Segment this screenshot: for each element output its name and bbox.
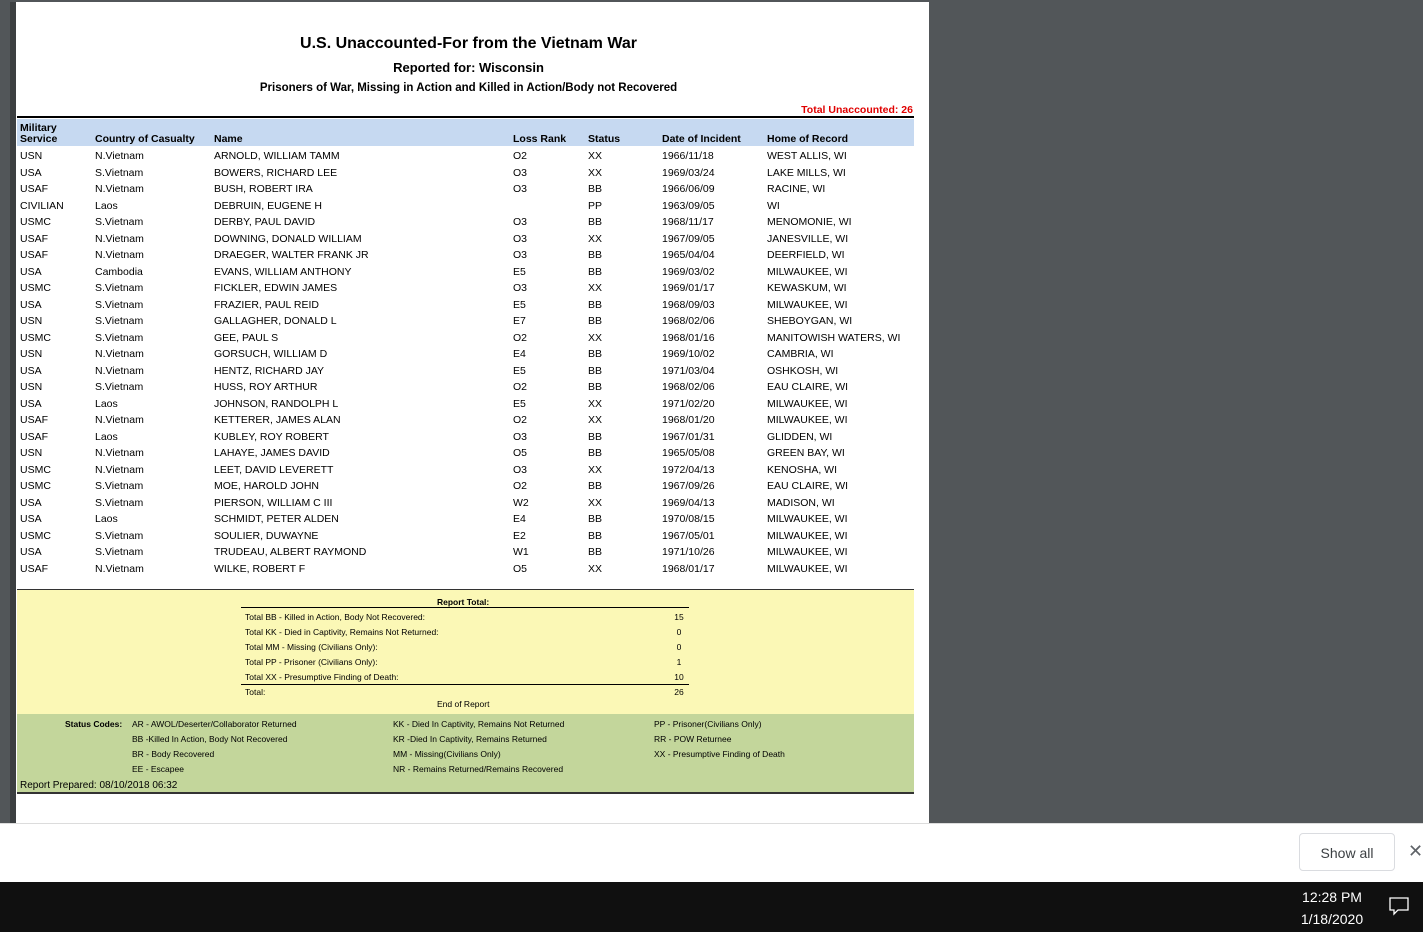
table-row <box>17 445 914 462</box>
table-cell: DEBRUIN, EUGENE H <box>214 199 322 212</box>
table-cell: USMC <box>20 331 51 344</box>
table-row <box>17 247 914 264</box>
table-cell: BB <box>588 364 603 377</box>
summary-label: Total BB - Killed in Action, Body Not Recovered: <box>245 612 426 622</box>
table-cell: USN <box>20 150 43 162</box>
summary-rule-bottom <box>241 684 689 685</box>
table-cell: MILWAUKEE, WI <box>767 529 848 542</box>
table-cell: USMC <box>20 216 51 228</box>
table-cell: O5 <box>513 562 528 575</box>
col-country: Country of Casualty <box>95 133 195 145</box>
table-cell: 1963/09/05 <box>662 199 715 212</box>
table-cell: BB <box>588 315 603 327</box>
table-cell: MILWAUKEE, WI <box>767 265 848 278</box>
table-cell: USA <box>20 265 42 278</box>
table-cell: KEWASKUM, WI <box>767 282 847 294</box>
table-cell: N.Vietnam <box>95 447 144 459</box>
table-cell: SCHMIDT, PETER ALDEN <box>214 513 339 525</box>
summary-label: Total MM - Missing (Civilians Only): <box>245 642 378 652</box>
table-cell: Cambodia <box>95 265 143 278</box>
summary-label: Total XX - Presumptive Finding of Death: <box>245 672 399 682</box>
status-codes-label: Status Codes: <box>65 719 123 729</box>
table-row <box>17 396 914 413</box>
summary-value: 0 <box>676 642 682 652</box>
table-cell: O3 <box>513 166 528 179</box>
table-cell: MILWAUKEE, WI <box>767 562 848 575</box>
table-cell: 1968/01/16 <box>662 331 715 344</box>
table-cell: USN <box>20 315 43 327</box>
table-cell: MILWAUKEE, WI <box>767 546 848 558</box>
table-cell: GEE, PAUL S <box>214 331 279 344</box>
table-cell: CIVILIAN <box>20 199 64 212</box>
table-cell: S.Vietnam <box>95 315 144 327</box>
table-cell: LAHAYE, JAMES DAVID <box>214 447 330 459</box>
table-row <box>17 214 914 231</box>
table-cell: MANITOWISH WATERS, WI <box>767 331 901 344</box>
table-body <box>17 148 914 577</box>
table-cell: E2 <box>513 529 526 542</box>
table-cell: S.Vietnam <box>95 480 144 492</box>
summary-row <box>241 612 689 627</box>
table-cell: KETTERER, JAMES ALAN <box>214 414 341 426</box>
table-cell: USMC <box>20 282 51 294</box>
table-cell: 1965/05/08 <box>662 447 715 459</box>
table-cell: 1971/02/20 <box>662 397 715 410</box>
table-cell: O3 <box>513 183 528 195</box>
table-cell: DOWNING, DONALD WILLIAM <box>214 232 362 245</box>
table-cell: N.Vietnam <box>95 463 144 476</box>
table-cell: E5 <box>513 397 526 410</box>
table-cell: XX <box>588 166 603 179</box>
table-cell: O3 <box>513 282 528 294</box>
table-cell: 1967/09/26 <box>662 480 715 492</box>
table-cell: RACINE, WI <box>767 183 826 195</box>
table-row <box>17 429 914 446</box>
table-cell: S.Vietnam <box>95 282 144 294</box>
clock-date: 1/18/2020 <box>1300 911 1364 927</box>
table-cell: S.Vietnam <box>95 546 144 558</box>
code-xx: XX - Presumptive Finding of Death <box>654 749 785 759</box>
table-cell: BB <box>588 216 603 228</box>
table-cell: JANESVILLE, WI <box>767 232 849 245</box>
table-cell: HUSS, ROY ARTHUR <box>214 381 318 393</box>
table-cell: JOHNSON, RANDOLPH L <box>214 397 339 410</box>
table-cell: DEERFIELD, WI <box>767 249 845 261</box>
table-cell: MILWAUKEE, WI <box>767 414 848 426</box>
table-cell: BB <box>588 430 603 443</box>
table-cell: BB <box>588 265 603 278</box>
table-cell: BB <box>588 183 603 195</box>
table-cell: BB <box>588 298 603 311</box>
code-pp: PP - Prisoner(Civilians Only) <box>654 719 762 729</box>
table-cell: S.Vietnam <box>95 166 144 179</box>
table-cell: USN <box>20 381 43 393</box>
table-cell: BB <box>588 348 603 360</box>
table-cell: N.Vietnam <box>95 249 144 261</box>
summary-row <box>241 657 689 672</box>
table-cell: LEET, DAVID LEVERETT <box>214 463 334 476</box>
col-military-service: Military Service <box>20 122 58 145</box>
clock-time: 12:28 PM <box>1302 889 1362 905</box>
taskbar-clock[interactable] <box>1290 886 1374 930</box>
table-cell: S.Vietnam <box>95 381 144 393</box>
table-cell: XX <box>588 397 603 410</box>
table-cell: BOWERS, RICHARD LEE <box>214 166 338 179</box>
table-cell: USA <box>20 166 42 179</box>
table-cell: USA <box>20 513 42 525</box>
summary-value: 15 <box>674 612 684 622</box>
table-cell: 1972/04/13 <box>662 463 715 476</box>
table-cell: XX <box>588 463 603 476</box>
table-cell: 1971/10/26 <box>662 546 715 558</box>
table-cell: S.Vietnam <box>95 331 144 344</box>
table-cell: BB <box>588 529 603 542</box>
table-cell: MOE, HAROLD JOHN <box>214 480 320 492</box>
table-cell: BB <box>588 513 603 525</box>
table-row <box>17 181 914 198</box>
table-cell: XX <box>588 282 603 294</box>
table-cell: 1971/03/04 <box>662 364 715 377</box>
table-cell: USN <box>20 348 43 360</box>
table-cell: 1968/11/17 <box>662 216 714 228</box>
table-cell: BB <box>588 480 603 492</box>
summary-label: Total KK - Died in Captivity, Remains Not Returned: <box>245 627 439 637</box>
table-cell: USAF <box>20 232 49 245</box>
table-cell: N.Vietnam <box>95 348 144 360</box>
table-cell: USA <box>20 298 42 311</box>
table-cell: 1965/04/04 <box>662 249 715 261</box>
table-cell: N.Vietnam <box>95 183 144 195</box>
table-cell: O2 <box>513 331 528 344</box>
table-cell: E4 <box>513 348 526 360</box>
end-of-report: End of Report <box>437 699 490 709</box>
table-cell: USAF <box>20 562 49 575</box>
table-cell: Laos <box>95 397 118 410</box>
table-cell: Laos <box>95 199 118 212</box>
table-cell: 1969/10/02 <box>662 348 715 360</box>
table-cell: 1968/09/03 <box>662 298 715 311</box>
table-cell: BB <box>588 381 603 393</box>
table-cell: KUBLEY, ROY ROBERT <box>214 430 329 443</box>
table-cell: 1968/01/17 <box>662 562 715 575</box>
table-cell: DRAEGER, WALTER FRANK JR <box>214 249 369 261</box>
table-row <box>17 297 914 314</box>
table-cell: XX <box>588 232 603 245</box>
code-bb: BB -Killed In Action, Body Not Recovered <box>132 734 288 744</box>
table-cell: MILWAUKEE, WI <box>767 513 848 525</box>
col-date: Date of Incident <box>662 133 741 145</box>
code-ee: EE - Escapee <box>132 764 184 774</box>
table-cell: MILWAUKEE, WI <box>767 298 848 311</box>
table-cell: 1969/01/17 <box>662 282 715 294</box>
table-cell: O3 <box>513 249 528 261</box>
table-cell: TRUDEAU, ALBERT RAYMOND <box>214 546 367 558</box>
table-cell: LAKE MILLS, WI <box>767 166 846 179</box>
table-cell: XX <box>588 150 603 162</box>
table-cell: MADISON, WI <box>767 496 835 509</box>
table-cell: HENTZ, RICHARD JAY <box>214 364 325 377</box>
total-unaccounted: Total Unaccounted: 26 <box>801 104 913 116</box>
table-cell: BB <box>588 546 603 558</box>
report-page <box>10 2 929 823</box>
table-cell: O2 <box>513 480 528 492</box>
taskbar <box>0 882 1423 932</box>
table-cell: XX <box>588 331 603 344</box>
table-row <box>17 363 914 380</box>
table-row <box>17 495 914 512</box>
table-row <box>17 379 914 396</box>
summary-value: 0 <box>676 627 682 637</box>
table-cell: FICKLER, EDWIN JAMES <box>214 282 338 294</box>
summary-value: 10 <box>674 672 684 682</box>
table-cell: USA <box>20 546 42 558</box>
table-cell: S.Vietnam <box>95 496 144 509</box>
table-row <box>17 561 914 578</box>
code-rr: RR - POW Returnee <box>654 734 732 744</box>
table-cell: USAF <box>20 414 49 426</box>
table-cell: CAMBRIA, WI <box>767 348 834 360</box>
code-kr: KR -Died In Captivity, Remains Returned <box>393 734 547 744</box>
table-cell: O2 <box>513 150 528 162</box>
report-summary <box>17 589 914 715</box>
table-cell: O5 <box>513 447 528 459</box>
table-cell: E5 <box>513 265 526 278</box>
table-cell: O2 <box>513 381 528 393</box>
table-cell: SOULIER, DUWAYNE <box>214 529 319 542</box>
table-cell: O3 <box>513 232 528 245</box>
code-br: BR - Body Recovered <box>132 749 215 759</box>
table-cell: 1966/11/18 <box>662 150 714 162</box>
table-cell: XX <box>588 496 603 509</box>
table-cell: USAF <box>20 249 49 261</box>
table-cell: N.Vietnam <box>95 414 144 426</box>
table-cell: N.Vietnam <box>95 150 144 162</box>
table-cell: MENOMONIE, WI <box>767 216 852 228</box>
table-cell: S.Vietnam <box>95 529 144 542</box>
table-cell: PIERSON, WILLIAM C III <box>214 496 333 509</box>
table-cell: BB <box>588 249 603 261</box>
table-cell: Laos <box>95 513 118 525</box>
table-cell: ARNOLD, WILLIAM TAMM <box>214 150 340 162</box>
table-header <box>17 119 914 146</box>
table-cell: N.Vietnam <box>95 232 144 245</box>
table-cell: OSHKOSH, WI <box>767 364 839 377</box>
table-cell: MILWAUKEE, WI <box>767 397 848 410</box>
header-rule <box>17 116 914 118</box>
table-cell: BUSH, ROBERT IRA <box>214 183 313 195</box>
table-cell: KENOSHA, WI <box>767 463 838 476</box>
table-cell: 1968/01/20 <box>662 414 715 426</box>
code-mm: MM - Missing(Civilians Only) <box>393 749 501 759</box>
table-cell: Laos <box>95 430 118 443</box>
code-ar: AR - AWOL/Deserter/Collaborator Returned <box>132 719 297 729</box>
report-title: U.S. Unaccounted-For from the Vietnam War <box>300 35 637 52</box>
table-row <box>17 264 914 281</box>
table-cell: DERBY, PAUL DAVID <box>214 216 316 228</box>
table-cell: 1966/06/09 <box>662 183 715 195</box>
status-codes <box>17 714 914 794</box>
table-cell: E4 <box>513 513 526 525</box>
table-row <box>17 148 914 165</box>
col-loss-rank: Loss Rank <box>513 133 567 145</box>
table-row <box>17 280 914 297</box>
table-cell: 1967/05/01 <box>662 529 715 542</box>
table-row <box>17 346 914 363</box>
table-cell: GORSUCH, WILLIAM D <box>214 348 328 360</box>
col-home: Home of Record <box>767 133 849 145</box>
table-cell: USN <box>20 447 43 459</box>
table-cell: FRAZIER, PAUL REID <box>214 298 320 311</box>
table-row <box>17 511 914 528</box>
table-cell: W2 <box>513 496 529 509</box>
table-cell: BB <box>588 447 603 459</box>
table-cell: WEST ALLIS, WI <box>767 150 847 162</box>
table-cell: 1967/01/31 <box>662 430 715 443</box>
table-row <box>17 198 914 215</box>
table-row <box>17 330 914 347</box>
summary-row <box>241 627 689 642</box>
table-cell: 1969/04/13 <box>662 496 715 509</box>
code-kk: KK - Died In Captivity, Remains Not Returned <box>393 719 565 729</box>
table-cell: O2 <box>513 414 528 426</box>
table-cell: O3 <box>513 463 528 476</box>
table-cell: USA <box>20 496 42 509</box>
table-cell: XX <box>588 414 603 426</box>
table-cell: GLIDDEN, WI <box>767 430 833 443</box>
table-cell: WI <box>767 199 780 212</box>
table-cell: 1969/03/24 <box>662 166 715 179</box>
report-prepared: Report Prepared: 08/10/2018 06:32 <box>20 780 178 791</box>
table-row <box>17 231 914 248</box>
table-cell: E7 <box>513 315 526 327</box>
summary-label: Total PP - Prisoner (Civilians Only): <box>245 657 378 667</box>
summary-rule-top <box>241 607 689 608</box>
table-cell: SHEBOYGAN, WI <box>767 315 853 327</box>
table-row <box>17 462 914 479</box>
table-row <box>17 478 914 495</box>
summary-total-label: Total: <box>245 687 266 697</box>
close-icon[interactable]: ✕ <box>1408 841 1423 861</box>
download-bar <box>0 823 1423 883</box>
table-cell: USMC <box>20 480 51 492</box>
table-cell: EAU CLAIRE, WI <box>767 381 849 393</box>
table-cell: W1 <box>513 546 529 558</box>
table-cell: USA <box>20 364 42 377</box>
table-cell: 1967/09/05 <box>662 232 715 245</box>
table-cell: N.Vietnam <box>95 364 144 377</box>
table-cell: PP <box>588 199 603 212</box>
notification-icon[interactable] <box>1389 896 1409 916</box>
show-all-button[interactable]: Show all <box>1299 833 1395 871</box>
table-cell: USMC <box>20 463 51 476</box>
table-cell: EVANS, WILLIAM ANTHONY <box>214 265 352 278</box>
table-row <box>17 544 914 561</box>
report-description: Prisoners of War, Missing in Action and Killed in Action/Body not Recovered <box>259 82 678 94</box>
table-cell: WILKE, ROBERT F <box>214 562 306 575</box>
table-cell: O3 <box>513 430 528 443</box>
table-cell: 1968/02/06 <box>662 381 715 393</box>
table-cell: 1969/03/02 <box>662 265 715 278</box>
table-row <box>17 313 914 330</box>
table-cell: USAF <box>20 430 49 443</box>
summary-row <box>241 642 689 657</box>
table-cell: 1970/08/15 <box>662 513 715 525</box>
table-cell: USAF <box>20 183 49 195</box>
table-cell: XX <box>588 562 603 575</box>
table-cell: GREEN BAY, WI <box>767 447 845 459</box>
table-cell: S.Vietnam <box>95 216 144 228</box>
table-cell: E5 <box>513 364 526 377</box>
table-row <box>17 165 914 182</box>
col-status: Status <box>588 133 621 145</box>
table-cell: GALLAGHER, DONALD L <box>214 315 337 327</box>
summary-total-value: 26 <box>674 687 684 697</box>
table-row <box>17 412 914 429</box>
table-row <box>17 528 914 545</box>
table-cell: USA <box>20 397 42 410</box>
table-cell: O3 <box>513 216 528 228</box>
report-subtitle: Reported for: Wisconsin <box>393 60 544 75</box>
col-name: Name <box>214 133 243 145</box>
table-cell: EAU CLAIRE, WI <box>767 480 849 492</box>
table-cell: S.Vietnam <box>95 298 144 311</box>
table-cell: E5 <box>513 298 526 311</box>
code-nr: NR - Remains Returned/Remains Recovered <box>393 764 564 774</box>
table-cell: 1968/02/06 <box>662 315 715 327</box>
summary-title: Report Total: <box>437 597 490 607</box>
summary-value: 1 <box>676 657 682 667</box>
table-cell: USMC <box>20 529 51 542</box>
table-cell: N.Vietnam <box>95 562 144 575</box>
